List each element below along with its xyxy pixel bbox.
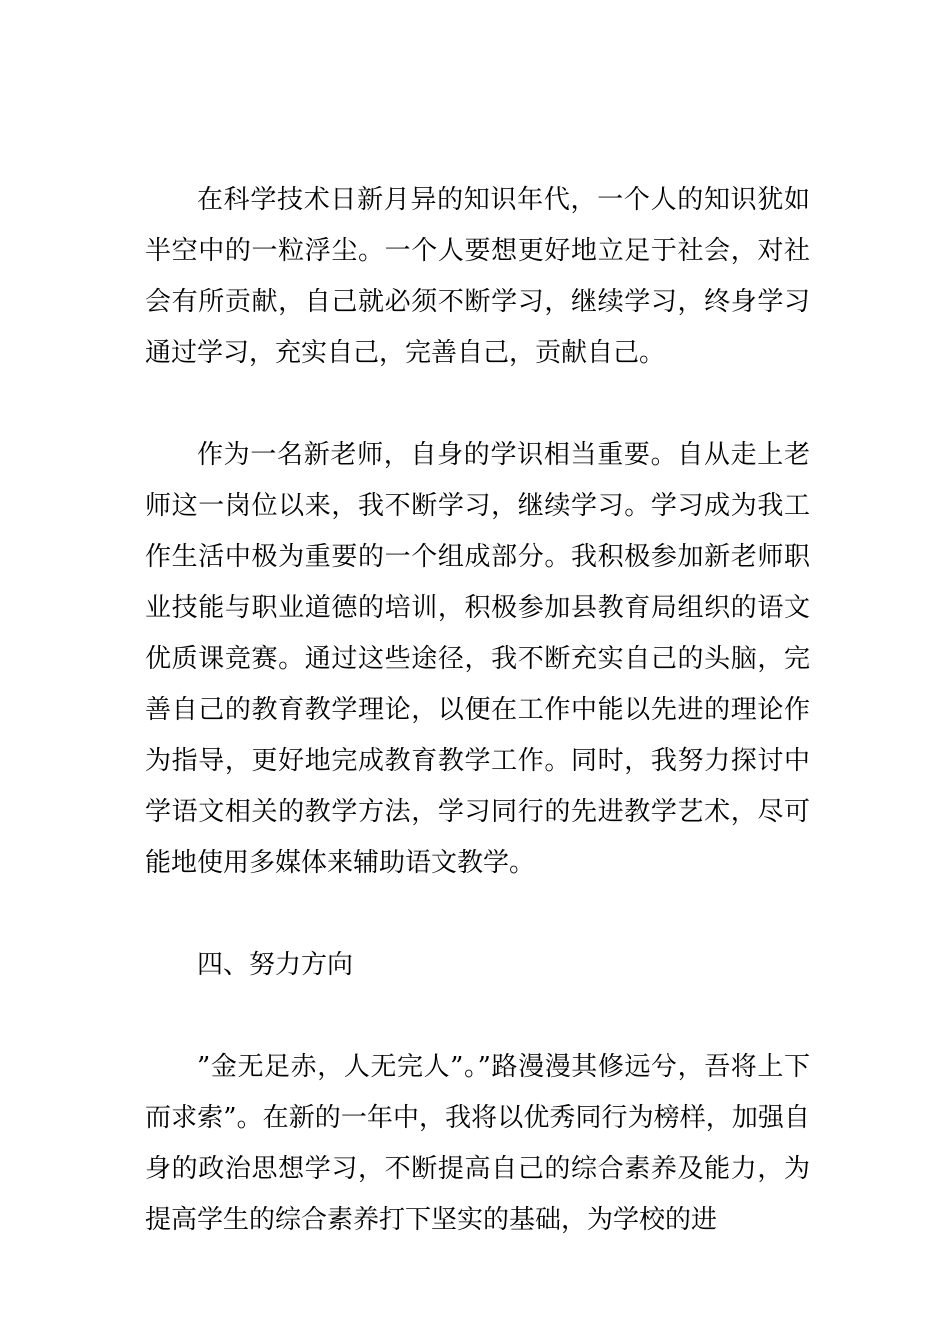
paragraph-future-goals: ”金无足赤，人无完人”。”路漫漫其修远兮，吾将上下而求索”。在新的一年中，我将以优秀同行为榜样，加强自身的政治思想学习，不断提高自己的综合素养及能力，为提高学生的综合素养打下坚实的基础，为学校的进 <box>145 1052 810 1235</box>
paragraph-lifelong-learning: 在科学技术日新月异的知识年代，一个人的知识犹如半空中的一粒浮尘。一个人要想更好地立足于社会，对社会有所贡献，自己就必须不断学习，继续学习，终身学习通过学习，充实自己，完善自己，贡献自己。 <box>145 185 810 368</box>
paragraph-new-teacher-study: 作为一名新老师，自身的学识相当重要。自从走上老师这一岗位以来，我不断学习，继续学习。学习成为我工作生活中极为重要的一个组成部分。我积极参加新老师职业技能与职业道德的培训，积极参加县教育局组织的语文优质课竞赛。通过这些途径，我不断充实自己的头脑，完善自己的教育教学理论，以便在工作中能以先进的理论作为指导，更好地完成教育教学工作。同时，我努力探讨中学语文相关的教学方法，学习同行的先进教学艺术，尽可能地使用多媒体来辅助语文教学。 <box>145 440 810 878</box>
document-body <box>145 175 810 1246</box>
section-heading-direction: 四、努力方向 <box>197 950 354 980</box>
